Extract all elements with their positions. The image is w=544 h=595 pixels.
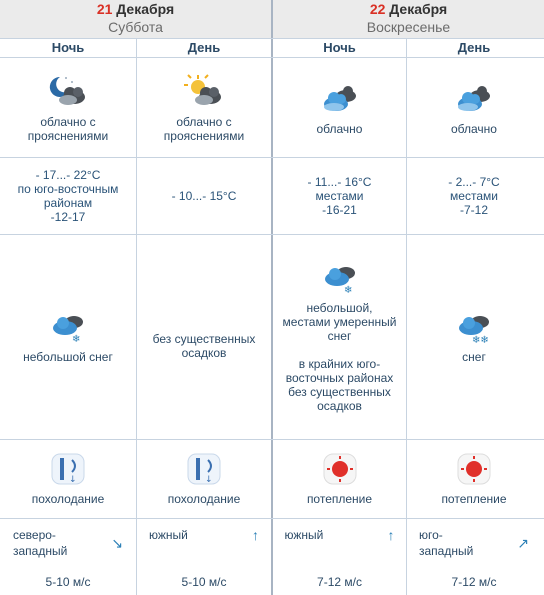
precip-text: без существенных осадков xyxy=(152,332,256,360)
trend-text: потепление xyxy=(441,492,507,506)
trend-cell xyxy=(0,440,136,518)
precip-cell xyxy=(0,235,136,439)
moon-partly-cloudy-icon xyxy=(46,73,90,109)
sky-text: облачно с прояснениями xyxy=(163,114,245,143)
wind-direction: северо-западный xyxy=(13,528,68,558)
period-label: День xyxy=(406,39,541,57)
day-header-1 xyxy=(0,0,271,38)
period-label: День xyxy=(136,39,271,57)
trend-text: похолодание xyxy=(31,492,105,506)
trend-text: потепление xyxy=(306,492,373,506)
precipitation-row xyxy=(0,234,544,439)
temp-main: - 2...- 7°C xyxy=(448,175,500,189)
precip-cell xyxy=(136,235,271,439)
temp-main: - 17...- 22°C xyxy=(35,168,101,182)
date-number: 22 xyxy=(369,1,386,17)
period-label: Ночь xyxy=(51,40,85,55)
sky-text: облачно xyxy=(316,121,363,136)
date-month: Декабря xyxy=(385,1,448,17)
wind-direction: южный xyxy=(284,528,324,542)
sky-text: облачно xyxy=(451,121,497,136)
wind-speed: 5-10 м/с xyxy=(45,575,91,589)
svg-text:❄❄: ❄❄ xyxy=(472,335,489,344)
svg-text:❄: ❄ xyxy=(72,334,81,344)
temp-main: - 11...- 16°C xyxy=(307,175,372,189)
wind-speed: 7-12 м/с xyxy=(317,575,362,589)
precip-text: снег xyxy=(462,350,486,364)
wind-arrow-icon: ↑ xyxy=(387,527,395,543)
wind-arrow-icon: ↗ xyxy=(517,535,529,551)
cooling-thermometer-icon xyxy=(48,452,88,486)
cloudy-icon xyxy=(452,80,496,116)
temp-extra: -12-17 xyxy=(50,210,86,224)
temp-note: местами xyxy=(450,189,498,203)
wind-direction: южный xyxy=(149,528,188,542)
precip-text: небольшой, местами умеренный снег xyxy=(282,301,397,343)
wind-speed: 5-10 м/с xyxy=(181,575,227,589)
temp-cell xyxy=(271,158,406,234)
temp-cell xyxy=(0,158,136,234)
temp-main: - 10...- 15°C xyxy=(171,189,237,203)
wind-arrow-icon: ↘ xyxy=(111,535,123,551)
temp-cell xyxy=(406,158,541,234)
day-header-2 xyxy=(271,0,544,38)
sky-cell xyxy=(136,58,271,157)
temp-note: местами xyxy=(315,189,364,203)
wind-cell xyxy=(0,519,136,595)
temp-extra: -7-12 xyxy=(459,203,488,217)
cooling-thermometer-icon xyxy=(184,452,224,486)
precip-text: небольшой снег xyxy=(23,350,113,364)
weekday: Воскресенье xyxy=(366,19,451,35)
wind-direction: юго-западный xyxy=(419,528,474,558)
temperature-row xyxy=(0,157,544,234)
precip-note: в крайних юго-восточных районах без существенных осадков xyxy=(285,357,394,413)
warming-sun-icon xyxy=(454,452,494,486)
dates-header xyxy=(0,0,544,38)
sky-row xyxy=(0,57,544,157)
sky-cell xyxy=(0,58,136,157)
warming-sun-icon xyxy=(320,452,360,486)
svg-text:↓: ↓ xyxy=(205,475,213,485)
light-snow-icon xyxy=(320,261,360,295)
sky-cell xyxy=(406,58,541,157)
svg-text:↓: ↓ xyxy=(69,475,77,485)
date-month: Декабря xyxy=(112,1,175,17)
snow-icon xyxy=(454,310,494,344)
wind-cell xyxy=(406,519,541,595)
wind-arrow-icon: ↑ xyxy=(252,527,259,543)
wind-row xyxy=(0,518,544,595)
wind-cell xyxy=(136,519,271,595)
trend-text: похолодание xyxy=(167,492,241,506)
sky-cell xyxy=(271,58,406,157)
trend-cell xyxy=(136,440,271,518)
trend-cell xyxy=(406,440,541,518)
temp-note: по юго-восточным районам xyxy=(17,182,119,210)
cloudy-icon xyxy=(318,80,362,116)
trend-row xyxy=(0,439,544,518)
wind-speed: 7-12 м/с xyxy=(451,575,497,589)
trend-cell xyxy=(271,440,406,518)
temp-cell xyxy=(136,158,271,234)
weekday: Суббота xyxy=(108,19,163,35)
precip-cell xyxy=(271,235,406,439)
wind-cell xyxy=(271,519,406,595)
precip-cell xyxy=(406,235,541,439)
light-snow-icon xyxy=(48,310,88,344)
sun-partly-cloudy-icon xyxy=(182,73,226,109)
period-row xyxy=(0,38,544,57)
svg-text:❄: ❄ xyxy=(343,285,352,295)
sky-text: облачно с прояснениями xyxy=(27,114,109,143)
period-label: Ночь xyxy=(271,39,406,57)
temp-extra: -16-21 xyxy=(322,203,357,217)
date-number: 21 xyxy=(96,1,113,17)
